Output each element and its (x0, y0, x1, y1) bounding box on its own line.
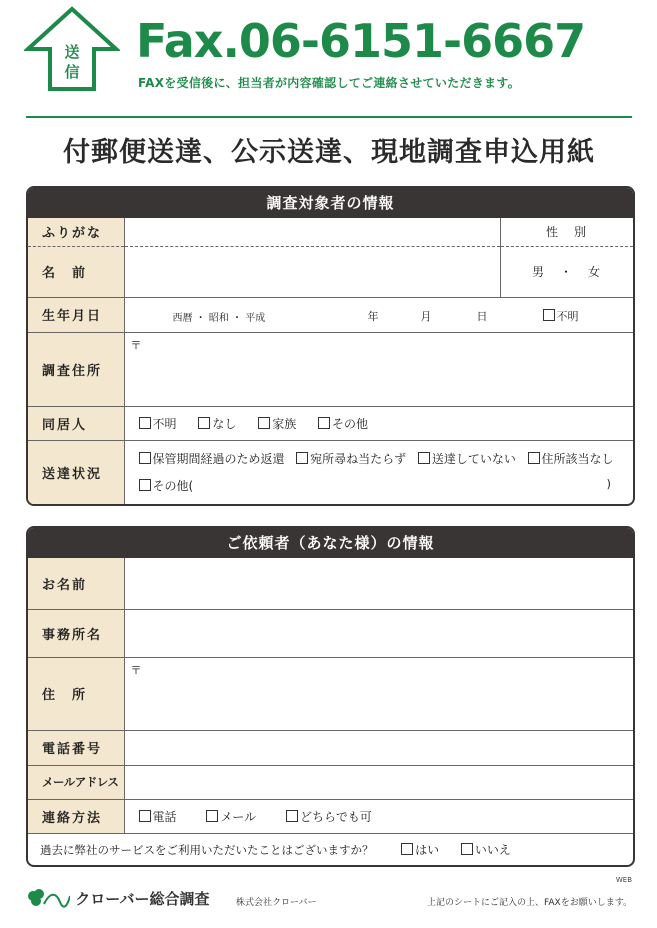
client-section-heading: ご依頼者（あなた様）の情報 (28, 528, 633, 558)
past-use-yes[interactable]: はい (401, 841, 439, 858)
name-field[interactable] (124, 246, 501, 297)
logo-text: クローバー総合調査 (75, 890, 210, 908)
client-address-label: 住 所 (28, 657, 124, 730)
client-address-field[interactable] (124, 657, 633, 730)
footer-logo (26, 888, 210, 909)
header-divider (26, 116, 632, 118)
cohabitant-options (124, 406, 633, 440)
phone-field[interactable] (124, 730, 633, 765)
cohabitant-label: 同居人 (28, 406, 124, 440)
address-label: 調査住所 (28, 332, 124, 406)
delivery-status-options (124, 440, 633, 504)
footer-note: 上記のシートにご記入の上、FAXをお願いします。 (427, 898, 632, 908)
office-label: 事務所名 (28, 609, 124, 657)
client-name-label: お名前 (28, 558, 124, 609)
clover-icon (26, 888, 70, 908)
delivery-option-other[interactable]: その他( (139, 477, 194, 494)
target-section-heading: 調査対象者の情報 (28, 188, 633, 218)
year-label: 年 (367, 309, 379, 323)
era-options[interactable]: 西暦 ・ 昭和 ・ 平成 (172, 312, 266, 324)
birth-unknown-option[interactable]: 不明 (543, 308, 579, 324)
delivery-status-label: 送達状況 (28, 440, 124, 504)
form-title: 付郵便送達、公示送達、現地調査申込用紙 (63, 137, 595, 168)
email-field[interactable] (124, 765, 633, 799)
past-use-no[interactable]: いいえ (461, 841, 511, 858)
birth-label: 生年月日 (28, 297, 124, 332)
gender-options[interactable]: 男 ・ 女 (501, 246, 634, 297)
gender-label: 性 別 (501, 218, 634, 246)
client-zip-mark: 〒 (130, 663, 142, 677)
delivery-option-no-address[interactable]: 住所該当なし (528, 450, 614, 467)
contact-option-email[interactable]: メール (206, 808, 256, 825)
cohabitant-option-none[interactable]: なし (198, 415, 236, 432)
send-arrow-icon (24, 5, 120, 93)
delivery-option-returned[interactable]: 保管期間経過のため返還 (139, 450, 285, 467)
arrow-text-2: 信 (64, 63, 80, 81)
address-field[interactable] (124, 332, 633, 406)
birth-field[interactable] (124, 297, 633, 332)
contact-option-either[interactable]: どちらでも可 (286, 808, 372, 825)
zip-mark: 〒 (130, 338, 142, 352)
arrow-text-1: 送 (64, 43, 80, 61)
delivery-option-not-found[interactable]: 宛所尋ね当たらず (296, 450, 406, 467)
footer-company: 株式会社クローバー (236, 898, 317, 908)
delivery-option-not-sent[interactable]: 送達していない (418, 450, 516, 467)
cohabitant-option-unknown[interactable]: 不明 (139, 415, 177, 432)
furigana-field[interactable] (124, 218, 501, 246)
past-use-question: 過去に弊社のサービスをご利用いただいたことはございますか？ (40, 842, 374, 857)
web-tag: WEB (615, 876, 632, 884)
checkbox[interactable] (543, 309, 555, 321)
cohabitant-option-family[interactable]: 家族 (258, 415, 296, 432)
client-info-section (26, 526, 635, 867)
contact-method-options (124, 799, 633, 833)
day-label: 日 (476, 309, 488, 323)
client-name-field[interactable] (124, 558, 633, 609)
fax-subtitle: FAXを受信後に、担当者が内容確認してご連絡させていただきます。 (138, 76, 521, 90)
email-label: メールアドレス (28, 765, 124, 799)
cohabitant-option-other[interactable]: その他 (318, 415, 368, 432)
office-field[interactable] (124, 609, 633, 657)
phone-label: 電話番号 (28, 730, 124, 765)
month-label: 月 (420, 309, 432, 323)
contact-method-label: 連絡方法 (28, 799, 124, 833)
past-use-row (28, 833, 633, 865)
name-label: 名 前 (28, 246, 124, 297)
target-info-section (26, 186, 635, 506)
furigana-label: ふりがな (28, 218, 124, 246)
delivery-other-close: ) (606, 477, 611, 492)
fax-number: Fax.06-6151-6667 (136, 14, 586, 68)
contact-option-phone[interactable]: 電話 (139, 808, 177, 825)
